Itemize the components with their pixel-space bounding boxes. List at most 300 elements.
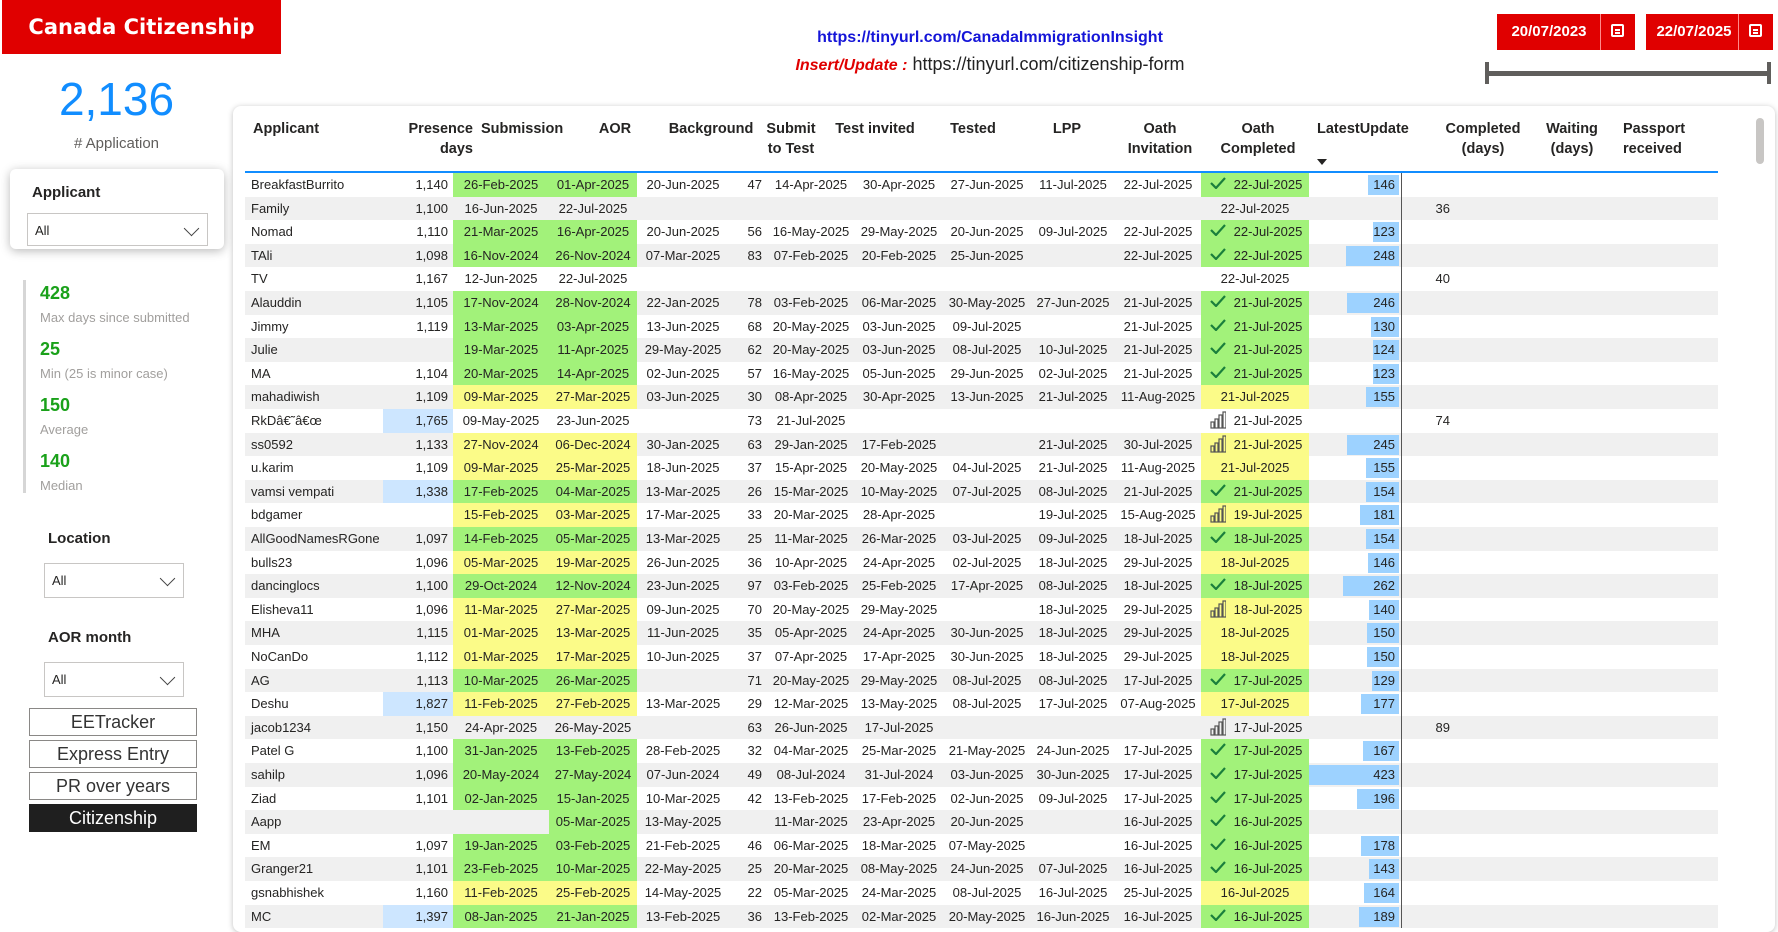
cell-test-invited	[767, 645, 855, 669]
cell-waiting-days	[1403, 810, 1455, 834]
cell-submit-to-test-text: 25	[747, 861, 762, 877]
cell-test-invited-text: 20-May-2025	[772, 318, 850, 334]
cell-latest-update	[1201, 551, 1309, 575]
cell-completed-days	[1309, 173, 1403, 197]
cell-presence-days-text: 1,112	[416, 649, 448, 664]
completed-days-value: 155	[1373, 389, 1395, 405]
start-calendar-button[interactable]	[1600, 14, 1635, 50]
cell-completed-days	[1309, 739, 1403, 763]
cell-aor-text: 01-Apr-2025	[556, 177, 630, 192]
cell-oath-invitation-text: 08-Jul-2025	[1038, 672, 1108, 688]
cell-presence-days-text: 1,115	[416, 625, 448, 641]
cell-applicant	[245, 197, 383, 221]
completed-days-axis	[1401, 669, 1402, 693]
table-row[interactable]	[245, 551, 1718, 575]
cell-oath-completed-text: 29-Jul-2025	[1123, 649, 1193, 664]
aor-month-slicer-title: AOR month	[48, 629, 132, 646]
col-oath-invitation[interactable]: Oath Invitation	[1127, 121, 1193, 157]
cell-oath-completed-text: 21-Jul-2025	[1123, 483, 1193, 499]
table-row[interactable]	[245, 905, 1718, 929]
cell-waiting-days	[1403, 409, 1455, 433]
cell-latest-update-text: 21-Jul-2025	[1233, 413, 1303, 428]
cell-oath-completed	[1115, 716, 1201, 740]
cell-latest-update-text: 18-Jul-2025	[1220, 649, 1290, 664]
cell-aor	[549, 645, 637, 669]
cell-oath-completed	[1115, 881, 1201, 905]
table-row[interactable]	[245, 787, 1718, 811]
cell-submit-to-test	[729, 787, 767, 811]
cell-submit-to-test-text: 46	[747, 837, 762, 853]
cell-background	[637, 905, 729, 929]
cell-presence-days-text: 1,160	[415, 885, 448, 900]
cell-aor	[549, 385, 637, 409]
cell-background	[637, 385, 729, 409]
cell-submission	[453, 480, 549, 504]
col-lpp[interactable]: LPP	[1052, 121, 1082, 137]
cell-latest-update	[1201, 905, 1309, 929]
cell-test-invited-text: 04-Mar-2025	[773, 743, 849, 759]
cell-tested-text: 31-Jul-2024	[864, 767, 934, 782]
table-row[interactable]	[245, 362, 1718, 386]
aor-month-dropdown[interactable]	[44, 662, 184, 697]
cell-submission-text: 24-Apr-2025	[464, 719, 538, 735]
cell-lpp-text: 17-Apr-2025	[950, 578, 1024, 594]
cell-waiting-days	[1403, 574, 1455, 598]
cell-oath-completed-text: 17-Jul-2025	[1123, 672, 1193, 688]
cell-submit-to-test-text: 78	[747, 295, 762, 310]
table-row[interactable]	[245, 244, 1718, 268]
cell-completed-days	[1309, 244, 1403, 268]
cell-latest-update-text: 21-Jul-2025	[1233, 318, 1303, 334]
table-row[interactable]	[245, 834, 1718, 858]
chevron-down-icon	[184, 221, 200, 237]
cell-background	[637, 834, 729, 858]
cell-oath-completed	[1115, 480, 1201, 504]
col-applicant[interactable]: Applicant	[253, 121, 320, 137]
cell-submission-text: 16-Jun-2025	[464, 200, 538, 216]
end-date-picker[interactable]	[1646, 14, 1773, 50]
cell-oath-completed	[1115, 857, 1201, 881]
col-presence[interactable]: Presence days	[408, 121, 473, 157]
col-tested[interactable]: Tested	[950, 121, 996, 137]
cell-tested	[855, 503, 943, 527]
table-row[interactable]	[245, 409, 1718, 433]
cell-test-invited	[767, 480, 855, 504]
cell-presence-days	[383, 480, 453, 504]
table-row[interactable]	[245, 503, 1718, 527]
cell-tested-text: 29-May-2025	[860, 672, 938, 688]
cell-applicant-text: u.karim	[251, 460, 294, 476]
stat-average-label: Average	[40, 422, 89, 437]
cell-test-invited-text: 20-Mar-2025	[773, 861, 849, 877]
cell-presence-days	[383, 716, 453, 740]
cell-test-invited-text: 08-Jul-2024	[776, 767, 846, 782]
cell-background-text: 26-Jun-2025	[646, 554, 720, 570]
cell-presence-days-text: 1,104	[415, 365, 448, 381]
table-row[interactable]	[245, 291, 1718, 315]
cell-submission	[453, 881, 549, 905]
table-row[interactable]	[245, 857, 1718, 881]
cell-test-invited-text: 20-May-2025	[772, 342, 850, 358]
cell-applicant-text: Granger21	[251, 861, 314, 877]
table-row[interactable]	[245, 739, 1718, 763]
cell-oath-invitation	[1031, 503, 1115, 527]
cell-waiting-days	[1403, 621, 1455, 645]
start-date-picker[interactable]	[1497, 14, 1635, 50]
cell-background	[637, 291, 729, 315]
col-test-invited[interactable]: Test invited	[835, 121, 915, 137]
cell-tested-text: 20-May-2025	[860, 460, 938, 476]
checkmark-icon	[1210, 319, 1226, 331]
table-row[interactable]	[245, 220, 1718, 244]
cell-tested-text: 18-Mar-2025	[861, 837, 937, 853]
cell-submission	[453, 692, 549, 716]
cell-latest-update-text: 22-Jul-2025	[1220, 200, 1290, 216]
cell-tested-text: 08-May-2025	[860, 861, 938, 877]
cell-test-invited	[767, 220, 855, 244]
cell-background	[637, 267, 729, 291]
cell-presence-days	[383, 834, 453, 858]
table-row[interactable]	[245, 574, 1718, 598]
cell-presence-days-text: 1,096	[415, 601, 448, 617]
col-submit-to-test[interactable]: Submit to Test	[766, 121, 816, 157]
cell-oath-invitation	[1031, 362, 1115, 386]
cell-presence-days-text: 1,096	[415, 767, 448, 782]
cell-submission	[453, 787, 549, 811]
cell-tested	[855, 433, 943, 457]
cell-submit-to-test	[729, 480, 767, 504]
cell-waiting-days	[1403, 220, 1455, 244]
cell-aor-text: 14-Apr-2025	[556, 365, 630, 381]
cell-tested-text: 06-Mar-2025	[861, 295, 937, 310]
cell-submission-text: 05-Mar-2025	[463, 554, 539, 570]
cell-presence-days	[383, 598, 453, 622]
cell-applicant-text: gsnabhishek	[251, 885, 324, 900]
cell-lpp	[943, 834, 1031, 858]
cell-presence-days-text: 1,100	[415, 578, 448, 594]
table-header	[233, 106, 1775, 172]
cell-aor-text: 03-Feb-2025	[555, 837, 631, 853]
cell-test-invited-text: 15-Apr-2025	[774, 460, 848, 476]
col-completed-days[interactable]: Completed (days)	[1445, 121, 1521, 157]
cell-submission	[453, 315, 549, 339]
cell-aor-text: 17-Mar-2025	[555, 649, 631, 664]
vertical-scrollbar[interactable]	[1756, 118, 1764, 164]
cell-submit-to-test-text: 57	[747, 365, 762, 381]
cell-applicant	[245, 267, 383, 291]
cell-submit-to-test	[729, 197, 767, 221]
cell-lpp-text: 24-Jun-2025	[950, 861, 1024, 877]
cell-lpp-text: 07-May-2025	[948, 837, 1026, 853]
cell-aor-text: 22-Jul-2025	[558, 271, 628, 287]
cell-aor-text: 13-Mar-2025	[555, 625, 631, 641]
cell-latest-update-text: 18-Jul-2025	[1233, 531, 1303, 546]
cell-presence-days	[383, 456, 453, 480]
cell-waiting-days	[1403, 362, 1455, 386]
cell-background	[637, 173, 729, 197]
cell-submission-text: 01-Mar-2025	[463, 649, 539, 664]
cell-test-invited-text: 07-Feb-2025	[773, 247, 849, 263]
cell-submission-text: 08-Jan-2025	[464, 908, 538, 924]
cell-lpp	[943, 244, 1031, 268]
cell-aor	[549, 574, 637, 598]
nav-eetracker[interactable]: EETracker	[29, 708, 197, 736]
cell-lpp	[943, 739, 1031, 763]
location-dropdown[interactable]	[44, 563, 184, 598]
cell-oath-completed	[1115, 527, 1201, 551]
table-row[interactable]	[245, 456, 1718, 480]
table-row[interactable]	[245, 763, 1718, 787]
cell-lpp	[943, 763, 1031, 787]
cell-tested	[855, 669, 943, 693]
cell-waiting-days-text: 74	[1435, 413, 1450, 428]
completed-days-value: 167	[1373, 743, 1395, 759]
cell-background	[637, 244, 729, 268]
cell-completed-days	[1309, 385, 1403, 409]
checkmark-icon	[1210, 342, 1226, 354]
cell-oath-invitation-text: 21-Jul-2025	[1038, 389, 1108, 405]
cell-oath-completed-text: 30-Jul-2025	[1123, 436, 1193, 452]
table-row[interactable]	[245, 267, 1718, 291]
completed-days-value: 123	[1373, 224, 1395, 240]
completed-days-value: 245	[1373, 436, 1395, 452]
cell-latest-update	[1201, 574, 1309, 598]
col-latest-update[interactable]: LatestUpdate	[1317, 121, 1409, 137]
cell-lpp	[943, 857, 1031, 881]
cell-latest-update-text: 17-Jul-2025	[1233, 743, 1303, 759]
col-submission[interactable]: Submission	[481, 121, 564, 137]
table-row[interactable]	[245, 621, 1718, 645]
cell-aor-text: 05-Mar-2025	[555, 531, 631, 546]
citizenship-form-link[interactable]: https://tinyurl.com/citizenship-form	[912, 54, 1185, 74]
cell-tested	[855, 692, 943, 716]
col-aor[interactable]: AOR	[598, 121, 632, 137]
cell-completed-days	[1309, 503, 1403, 527]
cell-submit-to-test-text: 73	[747, 413, 762, 428]
cell-applicant-text: jacob1234	[251, 719, 311, 735]
cell-submission	[453, 362, 549, 386]
cell-presence-days-text: 1,827	[415, 696, 448, 712]
cell-submission-text: 17-Nov-2024	[463, 295, 539, 310]
cell-latest-update-text: 21-Jul-2025	[1233, 342, 1303, 358]
cell-background-text: 20-Jun-2025	[646, 224, 720, 240]
cell-oath-completed	[1115, 197, 1201, 221]
cell-latest-update-text: 17-Jul-2025	[1233, 672, 1303, 688]
cell-aor	[549, 291, 637, 315]
nav-express-entry[interactable]: Express Entry	[29, 740, 197, 768]
cell-latest-update	[1201, 669, 1309, 693]
completed-days-value: 181	[1373, 507, 1395, 523]
cell-latest-update-text: 19-Jul-2025	[1233, 507, 1303, 523]
table-row[interactable]	[245, 527, 1718, 551]
cell-submission	[453, 716, 549, 740]
nav-citizenship[interactable]: Citizenship	[29, 804, 197, 832]
cell-oath-invitation	[1031, 669, 1115, 693]
stat-min-label: Min (25 is minor case)	[40, 366, 168, 381]
insert-update-label: Insert/Update :	[795, 57, 908, 74]
cell-tested-text: 25-Mar-2025	[861, 743, 937, 759]
cell-test-invited-text: 05-Mar-2025	[773, 885, 849, 900]
cell-test-invited-text: 08-Apr-2025	[774, 389, 848, 405]
applicant-dropdown[interactable]	[27, 213, 208, 246]
end-date-value: 22/07/2025	[1656, 23, 1732, 40]
slider-start-handle[interactable]	[1485, 62, 1489, 84]
cell-submission	[453, 905, 549, 929]
table-row[interactable]	[245, 315, 1718, 339]
cell-test-invited	[767, 763, 855, 787]
cell-oath-completed	[1115, 220, 1201, 244]
cell-background-text: 10-Mar-2025	[645, 790, 721, 806]
cell-presence-days	[383, 739, 453, 763]
cell-applicant-text: TV	[251, 271, 268, 287]
cell-applicant	[245, 338, 383, 362]
table-row[interactable]	[245, 716, 1718, 740]
cell-tested	[855, 220, 943, 244]
cell-background-text: 07-Mar-2025	[645, 247, 721, 263]
cell-aor-text: 26-May-2025	[554, 719, 632, 735]
slider-end-handle[interactable]	[1767, 62, 1771, 84]
checkmark-icon	[1210, 248, 1226, 260]
cell-aor-text: 27-Feb-2025	[555, 696, 631, 712]
completed-days-value: 262	[1373, 578, 1395, 594]
cell-applicant-text: BreakfastBurrito	[251, 177, 345, 192]
cell-tested	[855, 763, 943, 787]
cell-submit-to-test-text: 63	[747, 436, 762, 452]
cell-oath-invitation	[1031, 527, 1115, 551]
cell-oath-completed-text: 17-Jul-2025	[1123, 767, 1193, 782]
table-row[interactable]	[245, 881, 1718, 905]
cell-presence-days-text: 1,133	[415, 436, 448, 452]
table-row[interactable]	[245, 385, 1718, 409]
table-row[interactable]	[245, 173, 1718, 197]
cell-tested	[855, 716, 943, 740]
cell-background-text: 21-Feb-2025	[645, 837, 721, 853]
cell-aor	[549, 173, 637, 197]
cell-submit-to-test	[729, 173, 767, 197]
cell-test-invited-text: 16-May-2025	[772, 365, 850, 381]
col-passport-received[interactable]: Passport received	[1623, 121, 1686, 157]
cell-lpp-text: 30-Jun-2025	[950, 625, 1024, 641]
cell-presence-days-text: 1,101	[415, 790, 448, 806]
cell-oath-invitation-text: 11-Jul-2025	[1039, 177, 1107, 192]
cell-waiting-days	[1403, 763, 1455, 787]
cell-oath-completed-text: 29-Jul-2025	[1123, 554, 1193, 570]
table-row[interactable]	[245, 810, 1718, 834]
cell-lpp	[943, 385, 1031, 409]
cell-oath-invitation-text: 21-Jul-2025	[1038, 436, 1108, 452]
cell-test-invited-text: 11-Mar-2025	[774, 531, 848, 546]
completed-days-axis	[1401, 197, 1402, 221]
cell-oath-invitation	[1031, 315, 1115, 339]
table-row[interactable]	[245, 645, 1718, 669]
cell-oath-invitation-text: 08-Jul-2025	[1038, 578, 1108, 594]
cell-tested	[855, 787, 943, 811]
completed-days-axis	[1401, 291, 1402, 315]
col-waiting-days[interactable]: Waiting (days)	[1546, 121, 1598, 157]
cell-completed-days	[1309, 574, 1403, 598]
nav-pr-over-years[interactable]: PR over years	[29, 772, 197, 800]
cell-oath-invitation-text: 09-Jul-2025	[1038, 531, 1108, 546]
cell-test-invited	[767, 669, 855, 693]
table-row[interactable]	[245, 197, 1718, 221]
end-calendar-button[interactable]	[1738, 14, 1773, 50]
cell-applicant-text: MC	[251, 908, 272, 924]
cell-tested	[855, 598, 943, 622]
cell-presence-days	[383, 551, 453, 575]
col-background[interactable]: Background	[668, 121, 754, 137]
sort-descending-icon[interactable]	[1317, 159, 1327, 165]
table-row[interactable]	[245, 480, 1718, 504]
cell-background-text: 03-Jun-2025	[646, 389, 720, 405]
cell-test-invited	[767, 456, 855, 480]
table-row[interactable]	[245, 338, 1718, 362]
cell-waiting-days	[1403, 480, 1455, 504]
cell-presence-days-text: 1,109	[415, 460, 448, 476]
cell-tested	[855, 244, 943, 268]
cell-applicant	[245, 551, 383, 575]
insight-link[interactable]: https://tinyurl.com/CanadaImmigrationInsight	[817, 29, 1163, 46]
cell-latest-update-text: 16-Jul-2025	[1233, 908, 1303, 924]
completed-days-axis	[1401, 433, 1402, 457]
cell-aor	[549, 621, 637, 645]
cell-aor-text: 10-Mar-2025	[555, 861, 631, 877]
cell-applicant	[245, 503, 383, 527]
cell-test-invited-text: 10-Apr-2025	[774, 554, 848, 570]
cell-lpp	[943, 810, 1031, 834]
cell-background	[637, 763, 729, 787]
col-oath-completed[interactable]: Oath Completed	[1220, 121, 1296, 157]
cell-submit-to-test	[729, 598, 767, 622]
table-row[interactable]	[245, 433, 1718, 457]
start-date-value: 20/07/2023	[1511, 23, 1587, 40]
cell-presence-days-text: 1,150	[415, 719, 448, 735]
cell-presence-days	[383, 527, 453, 551]
completed-days-value: 150	[1373, 649, 1395, 664]
cell-lpp-text: 08-Jul-2025	[952, 342, 1022, 358]
cell-presence-days	[383, 621, 453, 645]
cell-completed-days	[1309, 692, 1403, 716]
cell-submit-to-test	[729, 291, 767, 315]
cell-latest-update	[1201, 338, 1309, 362]
cell-latest-update-text: 16-Jul-2025	[1220, 885, 1290, 900]
cell-aor	[549, 905, 637, 929]
table-row[interactable]	[245, 692, 1718, 716]
date-range-slider[interactable]	[1486, 71, 1769, 76]
cell-waiting-days-text: 36	[1435, 200, 1450, 216]
cell-submit-to-test	[729, 503, 767, 527]
cell-submission	[453, 385, 549, 409]
cell-applicant-text: Aapp	[251, 814, 282, 830]
cell-lpp	[943, 220, 1031, 244]
cell-lpp	[943, 362, 1031, 386]
table-row[interactable]	[245, 598, 1718, 622]
cell-presence-days-text: 1,100	[415, 743, 448, 759]
cell-latest-update	[1201, 315, 1309, 339]
citizenship-table	[233, 106, 1775, 932]
cell-submission	[453, 267, 549, 291]
table-row[interactable]	[245, 669, 1718, 693]
cell-submission	[453, 433, 549, 457]
cell-submit-to-test-text: 97	[747, 578, 762, 594]
cell-latest-update	[1201, 433, 1309, 457]
stat-median-label: Median	[40, 478, 83, 493]
cell-test-invited-text: 06-Mar-2025	[773, 837, 849, 853]
cell-oath-invitation-text: 09-Jul-2025	[1038, 224, 1108, 240]
cell-lpp-text: 27-Jun-2025	[950, 177, 1024, 192]
cell-presence-days	[383, 692, 453, 716]
completed-days-axis	[1401, 315, 1402, 339]
cell-lpp	[943, 527, 1031, 551]
